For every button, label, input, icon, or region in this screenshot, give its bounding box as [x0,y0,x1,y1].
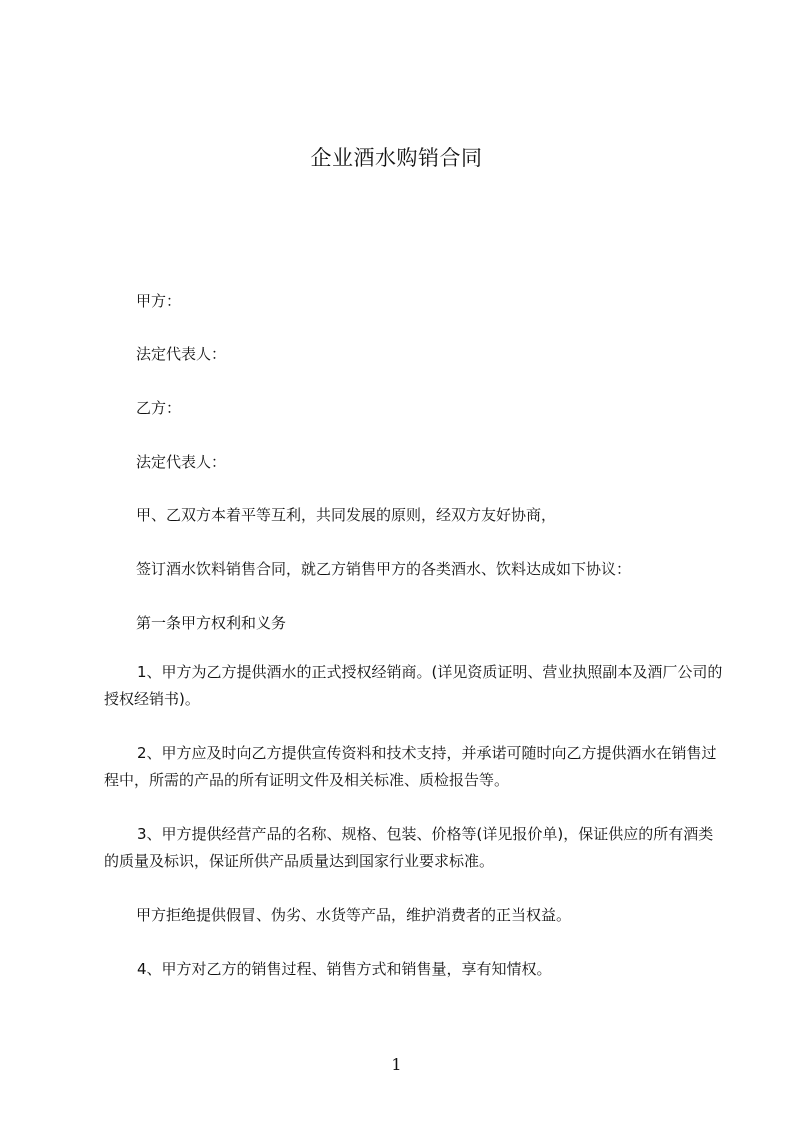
intro-paragraph-line-1: 甲、乙双方本着平等互利，共同发展的原则，经双方友好协商， [136,506,557,524]
clause-4: 4、甲方对乙方的销售过程、销售方式和销售量，享有知情权。 [137,960,552,978]
clause-1: 1、甲方为乙方提供酒水的正式授权经销商。(详见资质证明、营业执照副本及酒厂公司的授权经销书)。 [104,663,723,708]
party-b-representative-label: 法定代表人： [136,453,227,471]
intro-paragraph-line-2: 签订酒水饮料销售合同，就乙方销售甲方的各类酒水、饮料达成如下协议： [136,560,632,578]
article-1-heading: 第一条甲方权利和义务 [136,614,287,632]
clause-3-note: 甲方拒绝提供假冒、伪劣、水货等产品，维护消费者的正当权益。 [136,906,572,924]
page-number: 1 [391,1055,402,1074]
party-a-representative-label: 法定代表人： [136,345,227,363]
party-b-label: 乙方： [136,399,182,417]
clause-2: 2、甲方应及时向乙方提供宣传资料和技术支持，并承诺可随时向乙方提供酒水在销售过程中，所需的产品的所有证明文件及相关标准、质检报告等。 [104,744,717,789]
contract-title: 企业酒水购销合同 [310,146,483,170]
clause-3: 3、甲方提供经营产品的名称、规格、包装、价格等(详见报价单)，保证供应的所有酒类的质量及标识，保证所供产品质量达到国家行业要求标准。 [104,825,714,870]
party-a-label: 甲方： [136,292,182,310]
